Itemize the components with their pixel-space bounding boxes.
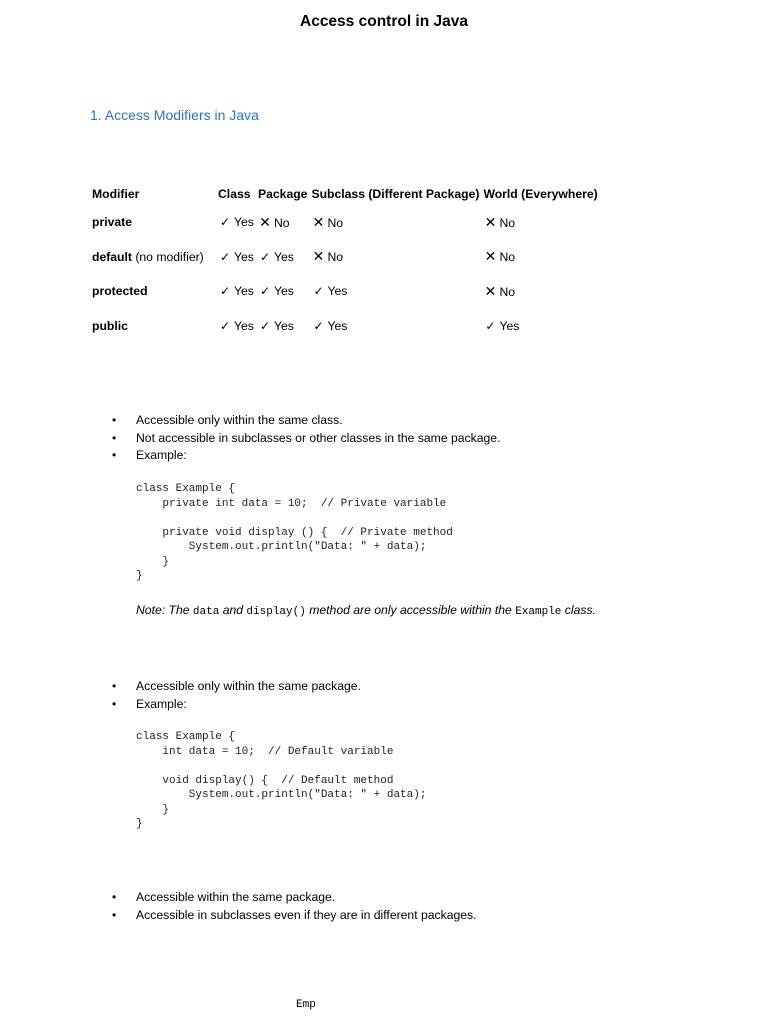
package-value: No bbox=[274, 215, 290, 230]
class-cell bbox=[214, 205, 254, 240]
header-world: World (Everywhere) bbox=[483, 187, 598, 201]
note-prefix: Note: The bbox=[136, 603, 193, 617]
class-cell bbox=[214, 240, 254, 275]
world-value: No bbox=[499, 284, 516, 299]
package-cell bbox=[254, 205, 307, 240]
world-value: Yes bbox=[499, 318, 520, 333]
bullet-icon: • bbox=[112, 679, 117, 693]
world-cell bbox=[479, 274, 597, 309]
check-icon: ✓ bbox=[219, 284, 231, 299]
check-icon: ✓ bbox=[259, 249, 271, 264]
list-item bbox=[112, 889, 477, 907]
private-code-example: class Example { private int data = 10; // Private variable private void display () { // Private method System.out.println("Data: " + data); } } bbox=[136, 483, 453, 582]
modifier-cell bbox=[88, 205, 214, 240]
check-icon: ✓ bbox=[485, 318, 496, 333]
bullet-icon: • bbox=[112, 890, 117, 904]
world-cell bbox=[479, 205, 597, 240]
table-row-public bbox=[88, 309, 598, 344]
package-cell bbox=[254, 240, 307, 275]
protected-bullet-list bbox=[112, 889, 477, 924]
private-bullet-list bbox=[112, 412, 500, 465]
list-item-text: Accessible only within the same package. bbox=[136, 679, 361, 693]
check-icon: ✓ bbox=[219, 215, 231, 230]
table-row-default bbox=[88, 240, 598, 275]
subclass-cell bbox=[307, 309, 479, 344]
modifier-name: public bbox=[92, 318, 128, 333]
cross-icon: ✕ bbox=[484, 282, 497, 299]
list-item-text: Example: bbox=[136, 448, 187, 462]
class-cell bbox=[214, 274, 254, 309]
bullet-icon: • bbox=[112, 413, 117, 427]
package-value: Yes bbox=[274, 318, 294, 333]
bullet-icon: • bbox=[112, 696, 117, 711]
list-item bbox=[112, 678, 361, 696]
list-item-text: Accessible only within the same class. bbox=[136, 413, 343, 427]
class-value: Yes bbox=[234, 318, 254, 333]
header-package: Package bbox=[258, 187, 308, 201]
list-item bbox=[112, 696, 361, 714]
default-code-example: class Example { int data = 10; // Default variable void display() { // Default method System.out.println("Data: " + data); } } bbox=[136, 731, 427, 830]
note-code-display: display() bbox=[246, 606, 306, 618]
modifier-note: (no modifier) bbox=[131, 249, 204, 264]
modifier-name: protected bbox=[92, 284, 148, 299]
check-icon: ✓ bbox=[313, 318, 324, 333]
cross-icon: ✕ bbox=[312, 248, 325, 265]
check-icon: ✓ bbox=[259, 318, 271, 333]
table-row-protected bbox=[88, 274, 598, 309]
note-code-data: data bbox=[192, 606, 220, 618]
modifier-name: default bbox=[92, 249, 132, 264]
list-item bbox=[112, 412, 500, 430]
world-cell bbox=[479, 240, 597, 275]
cross-icon: ✕ bbox=[484, 213, 497, 230]
subclass-cell bbox=[307, 205, 479, 240]
access-modifier-table bbox=[88, 183, 598, 343]
note-mid2: method are only accessible within the bbox=[305, 603, 516, 617]
package-cell bbox=[254, 274, 307, 309]
default-bullet-list bbox=[112, 678, 361, 713]
modifier-cell bbox=[88, 274, 214, 309]
subclass-cell bbox=[307, 274, 479, 309]
list-item bbox=[112, 907, 477, 925]
private-note bbox=[136, 603, 596, 618]
bullet-icon: • bbox=[112, 907, 117, 922]
subclass-cell bbox=[307, 240, 479, 275]
subclass-value: No bbox=[327, 250, 344, 265]
list-item-text: Example: bbox=[136, 696, 187, 711]
check-icon: ✓ bbox=[219, 249, 231, 264]
check-icon: ✓ bbox=[259, 284, 271, 299]
subclass-value: No bbox=[327, 215, 344, 230]
footer-text: Emp bbox=[296, 999, 316, 1011]
class-value: Yes bbox=[234, 249, 254, 264]
cross-icon: ✕ bbox=[259, 213, 271, 230]
world-value: No bbox=[499, 215, 516, 230]
cross-icon: ✕ bbox=[312, 213, 325, 230]
list-item-text: Accessible in subclasses even if they are in different packages. bbox=[136, 907, 477, 922]
subclass-value: Yes bbox=[327, 318, 348, 333]
bullet-icon: • bbox=[112, 430, 117, 445]
header-class: Class bbox=[218, 187, 251, 201]
list-item bbox=[112, 447, 500, 465]
modifier-cell bbox=[88, 240, 214, 275]
header-subclass: Subclass (Different Package) bbox=[311, 187, 480, 201]
header-modifier: Modifier bbox=[92, 187, 140, 201]
table-header-row bbox=[88, 183, 598, 205]
package-value: Yes bbox=[274, 284, 294, 299]
list-item-text: Not accessible in subclasses or other classes in the same package. bbox=[136, 430, 501, 445]
check-icon: ✓ bbox=[313, 284, 324, 299]
class-cell bbox=[214, 309, 254, 344]
note-code-example: Example bbox=[515, 606, 562, 618]
section-heading: 1. Access Modifiers in Java bbox=[90, 107, 259, 123]
modifier-name: private bbox=[92, 215, 132, 230]
package-cell bbox=[254, 309, 307, 344]
package-value: Yes bbox=[274, 249, 294, 264]
bullet-icon: • bbox=[112, 448, 117, 462]
note-suffix: class. bbox=[561, 603, 596, 617]
table-body bbox=[88, 205, 598, 343]
world-value: No bbox=[499, 250, 516, 265]
document-title: Access control in Java bbox=[300, 13, 468, 30]
list-item-text: Accessible within the same package. bbox=[136, 890, 336, 904]
table-row-private bbox=[88, 205, 598, 240]
check-icon: ✓ bbox=[219, 318, 231, 333]
class-value: Yes bbox=[234, 284, 254, 299]
subclass-value: Yes bbox=[327, 284, 348, 299]
world-cell bbox=[479, 309, 597, 344]
list-item bbox=[112, 430, 500, 448]
class-value: Yes bbox=[234, 215, 254, 230]
cross-icon: ✕ bbox=[484, 248, 497, 265]
note-mid1: and bbox=[219, 603, 247, 617]
modifier-cell bbox=[88, 309, 214, 344]
